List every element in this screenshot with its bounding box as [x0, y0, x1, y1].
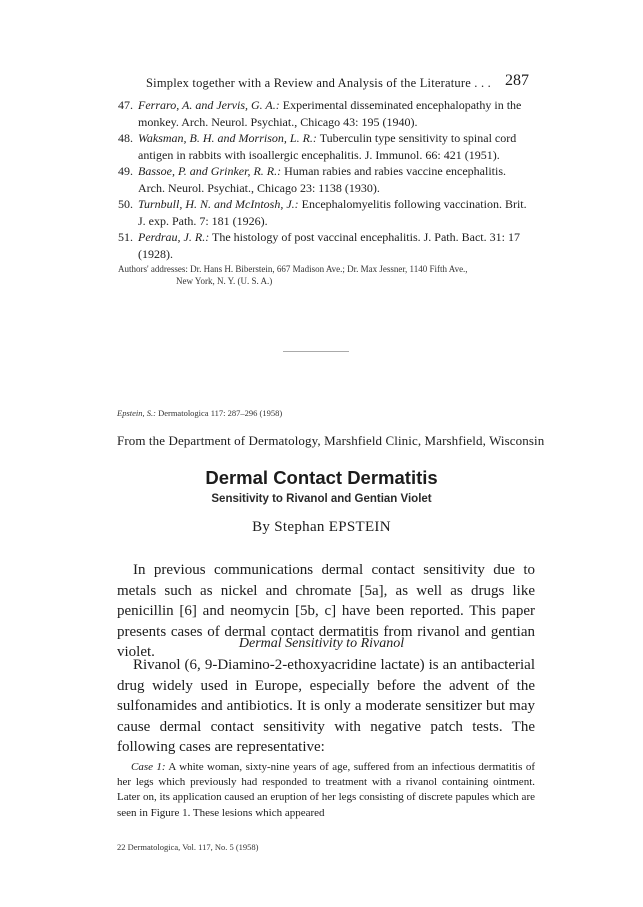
- article-author: By Stephan EPSTEIN: [252, 519, 391, 535]
- running-head: Simplex together with a Review and Analysis of the Literature . . .: [146, 76, 491, 90]
- reference-item: 50. Turnbull, H. N. and McIntosh, J.: Encephalomyelitis following vaccination. Brit. J. exp. Path. 7: 181 (1926).: [118, 197, 527, 228]
- article-title: Dermal Contact Dermatitis: [205, 467, 438, 488]
- rivanol-paragraph: Rivanol (6, 9-Diamino-2-ethoxyacridine lactate) is an antibacterial drug widely used in Europe, especially before the advent of the sulfonamides and antibiotics. It is only a moderate sensitizer but may cause dermal contact sensitivity with negative patch tests. The following cases are representative:: [117, 657, 535, 755]
- reference-item: 49. Bassoe, P. and Grinker, R. R.: Human rabies and rabies vaccine encephalitis. Arch. Neurol. Psychiat., Chicago 23: 1138 (1930).: [118, 164, 507, 195]
- section-heading: Dermal Sensitivity to Rivanol: [238, 636, 405, 651]
- divider: [283, 351, 349, 352]
- reference-authors: Perdrau, J. R.:: [138, 230, 210, 244]
- page-number: 287: [505, 72, 529, 89]
- reference-authors: Bassoe, P. and Grinker, R. R.:: [138, 164, 282, 178]
- reference-authors: Waksman, B. H. and Morrison, L. R.:: [138, 131, 317, 145]
- case-text: A white woman, sixty-nine years of age, suffered from an infectious dermatitis of her legs which previously had responded to treatment with a rivanol containing ointment. Later on, its application caused an eruption of her legs consisting of discrete papules which are seen in Figure 1. These lesions which appeared: [117, 761, 535, 819]
- authors-address: [118, 263, 538, 287]
- reference-authors: Turnbull, H. N. and McIntosh, J.:: [138, 197, 299, 211]
- reference-text: Encephalomyelitis following vaccination. Brit. J. exp. Path. 7: 181 (1926).: [138, 197, 527, 228]
- reference-item: 48. Waksman, B. H. and Morrison, L. R.: Tuberculin type sensitivity to spinal cord antigen in rabbits with isoallergic encephalitis. J. Immunol. 66: 421 (1951).: [118, 131, 517, 162]
- reference-text: Human rabies and rabies vaccine encephalitis. Arch. Neurol. Psychiat., Chicago 23: 1138 (1930).: [138, 164, 507, 195]
- case-label: Case 1:: [131, 761, 166, 773]
- reference-item: 51. Perdrau, J. R.: The histology of post vaccinal encephalitis. J. Path. Bact. 31: 17 (1928).: [118, 230, 520, 261]
- article-citation: Epstein, S.: Dermatologica 117: 287–296 (1958): [117, 408, 283, 418]
- reference-authors: Ferraro, A. and Jervis, G. A.:: [138, 98, 280, 112]
- reference-text: Experimental disseminated encephalopathy in the monkey. Arch. Neurol. Psychiat., Chicago 43: 195 (1940).: [138, 98, 522, 129]
- reference-text: Tuberculin type sensitivity to spinal cord antigen in rabbits with isoallergic encephalitis. J. Immunol. 66: 421 (1951).: [138, 131, 517, 162]
- address-line: New York, N. Y. (U. S. A.): [176, 276, 273, 286]
- intro-paragraph: In previous communications dermal contact sensitivity due to metals such as nickel and chromate [5a], as well as drugs like penicillin [6] and neomycin [5b, c] have been reported. This paper presents cases of dermal contact dermatitis from rivanol and gentian violet.: [117, 562, 535, 660]
- reference-text: The histology of post vaccinal encephalitis. J. Path. Bact. 31: 17 (1928).: [138, 230, 520, 261]
- article-subtitle: Sensitivity to Rivanol and Gentian Violet: [211, 493, 432, 505]
- address-line: Authors' addresses: Dr. Hans H. Biberstein, 667 Madison Ave.; Dr. Max Jessner, 1140 Fifth Ave.,: [118, 264, 468, 274]
- page-footer: 22 Dermatologica, Vol. 117, No. 5 (1958): [117, 842, 259, 852]
- affiliation: From the Department of Dermatology, Marshfield Clinic, Marshfield, Wisconsin: [117, 433, 545, 448]
- reference-item: 47. Ferraro, A. and Jervis, G. A.: Experimental disseminated encephalopathy in the monkey. Arch. Neurol. Psychiat., Chicago 43: 195 (1940).: [118, 98, 522, 129]
- case-paragraph: [117, 760, 535, 821]
- reference-list: [118, 97, 530, 262]
